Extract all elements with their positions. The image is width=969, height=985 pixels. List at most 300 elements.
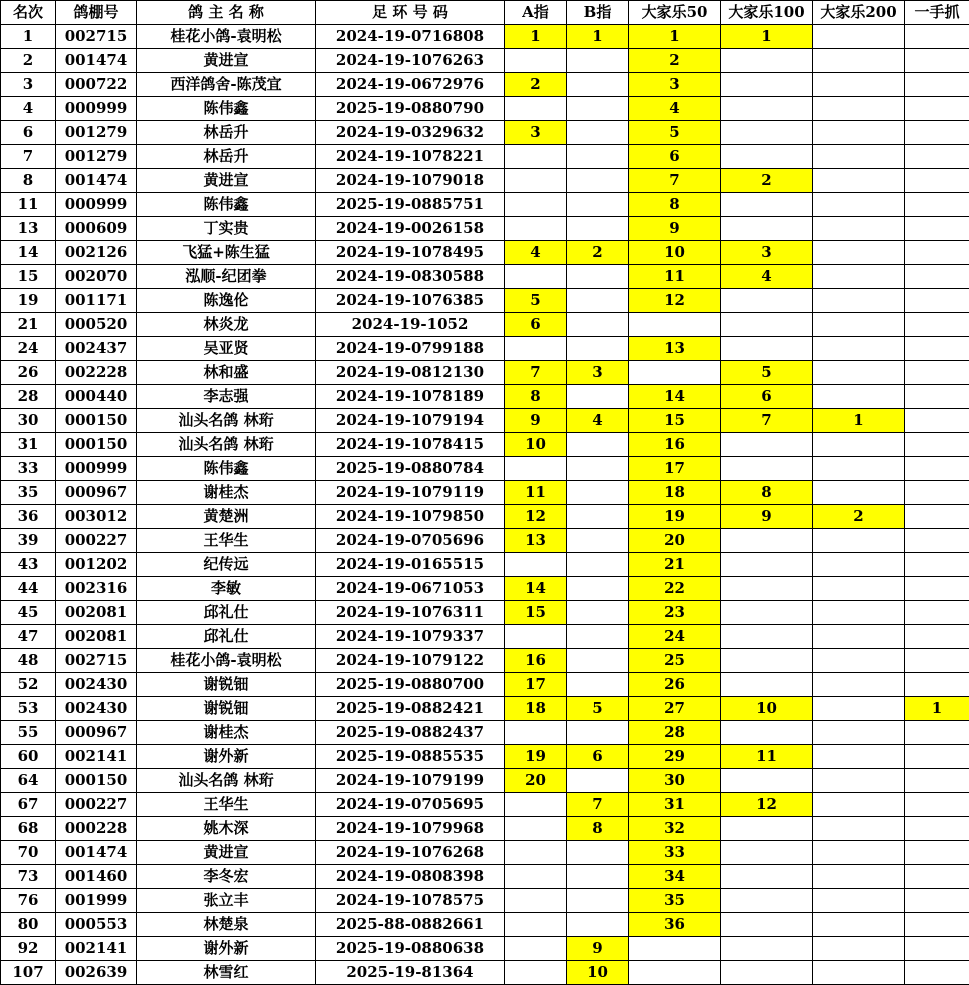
b-index-cell (567, 193, 629, 217)
owner-name-cell: 谢锐钿 (137, 697, 316, 721)
ring-number-cell: 2024-19-0672976 (316, 73, 505, 97)
dajiale-100-cell: 7 (721, 409, 813, 433)
loft-id-cell: 000553 (56, 913, 137, 937)
table-row (1, 265, 969, 289)
dajiale-200-cell (813, 553, 905, 577)
ring-number-cell: 2024-19-1076263 (316, 49, 505, 73)
owner-name-cell: 林岳升 (137, 121, 316, 145)
owner-name-cell: 黄进宣 (137, 841, 316, 865)
dajiale-100-cell (721, 961, 813, 985)
owner-name-cell: 邱礼仕 (137, 601, 316, 625)
col-header-yishouzhua: 一手抓 (905, 1, 969, 25)
loft-id-cell: 002081 (56, 601, 137, 625)
yishouzhua-cell (905, 865, 969, 889)
dajiale-200-cell (813, 169, 905, 193)
ring-number-cell: 2024-19-1079337 (316, 625, 505, 649)
owner-name-cell: 林楚泉 (137, 913, 316, 937)
dajiale-100-cell (721, 889, 813, 913)
dajiale-100-cell: 1 (721, 25, 813, 49)
a-index-cell: 1 (505, 25, 567, 49)
dajiale-100-cell: 2 (721, 169, 813, 193)
loft-id-cell: 002715 (56, 649, 137, 673)
table-row (1, 73, 969, 97)
rank-cell: 39 (1, 529, 56, 553)
ring-number-cell: 2024-19-0830588 (316, 265, 505, 289)
dajiale-50-cell: 2 (629, 49, 721, 73)
ring-number-cell: 2025-19-0885751 (316, 193, 505, 217)
dajiale-50-cell (629, 361, 721, 385)
dajiale-200-cell (813, 25, 905, 49)
rank-cell: 107 (1, 961, 56, 985)
table-row (1, 529, 969, 553)
ring-number-cell: 2024-19-1079122 (316, 649, 505, 673)
a-index-cell: 20 (505, 769, 567, 793)
dajiale-200-cell (813, 289, 905, 313)
owner-name-cell: 陈伟鑫 (137, 457, 316, 481)
dajiale-200-cell (813, 865, 905, 889)
owner-name-cell: 邱礼仕 (137, 625, 316, 649)
b-index-cell (567, 145, 629, 169)
dajiale-200-cell (813, 841, 905, 865)
ring-number-cell: 2025-19-0885535 (316, 745, 505, 769)
dajiale-50-cell: 16 (629, 433, 721, 457)
yishouzhua-cell (905, 121, 969, 145)
dajiale-50-cell: 10 (629, 241, 721, 265)
dajiale-100-cell (721, 145, 813, 169)
col-header-dajiale-200: 大家乐200 (813, 1, 905, 25)
dajiale-100-cell (721, 649, 813, 673)
owner-name-cell: 汕头名鸽 林珩 (137, 433, 316, 457)
dajiale-50-cell: 17 (629, 457, 721, 481)
yishouzhua-cell (905, 625, 969, 649)
table-row (1, 217, 969, 241)
col-header-a-index: A指 (505, 1, 567, 25)
dajiale-50-cell: 8 (629, 193, 721, 217)
a-index-cell: 7 (505, 361, 567, 385)
b-index-cell: 2 (567, 241, 629, 265)
a-index-cell: 18 (505, 697, 567, 721)
dajiale-200-cell (813, 313, 905, 337)
rank-cell: 33 (1, 457, 56, 481)
rank-cell: 64 (1, 769, 56, 793)
rank-cell: 21 (1, 313, 56, 337)
ring-number-cell: 2024-19-0799188 (316, 337, 505, 361)
loft-id-cell: 000609 (56, 217, 137, 241)
ring-number-cell: 2024-19-1079194 (316, 409, 505, 433)
ring-number-cell: 2025-88-0882661 (316, 913, 505, 937)
table-row (1, 793, 969, 817)
dajiale-100-cell (721, 73, 813, 97)
loft-id-cell: 000520 (56, 313, 137, 337)
ring-number-cell: 2024-19-1079018 (316, 169, 505, 193)
dajiale-50-cell: 36 (629, 913, 721, 937)
rank-cell: 73 (1, 865, 56, 889)
dajiale-50-cell: 22 (629, 577, 721, 601)
rank-cell: 70 (1, 841, 56, 865)
a-index-cell (505, 889, 567, 913)
yishouzhua-cell (905, 529, 969, 553)
table-row (1, 289, 969, 313)
yishouzhua-cell (905, 673, 969, 697)
rank-cell: 36 (1, 505, 56, 529)
table-row (1, 577, 969, 601)
owner-name-cell: 林岳升 (137, 145, 316, 169)
dajiale-100-cell (721, 217, 813, 241)
a-index-cell (505, 721, 567, 745)
b-index-cell (567, 337, 629, 361)
yishouzhua-cell (905, 649, 969, 673)
col-header-dajiale-50: 大家乐50 (629, 1, 721, 25)
a-index-cell (505, 625, 567, 649)
table-row (1, 889, 969, 913)
a-index-cell: 13 (505, 529, 567, 553)
yishouzhua-cell (905, 889, 969, 913)
owner-name-cell: 黄楚洲 (137, 505, 316, 529)
loft-id-cell: 000227 (56, 793, 137, 817)
yishouzhua-cell (905, 769, 969, 793)
b-index-cell (567, 841, 629, 865)
owner-name-cell: 泓顺-纪团拳 (137, 265, 316, 289)
rank-cell: 26 (1, 361, 56, 385)
b-index-cell: 9 (567, 937, 629, 961)
a-index-cell: 3 (505, 121, 567, 145)
dajiale-200-cell (813, 577, 905, 601)
table-row (1, 241, 969, 265)
ring-number-cell: 2024-19-0671053 (316, 577, 505, 601)
yishouzhua-cell (905, 601, 969, 625)
dajiale-200-cell (813, 193, 905, 217)
yishouzhua-cell (905, 433, 969, 457)
yishouzhua-cell (905, 481, 969, 505)
dajiale-100-cell (721, 121, 813, 145)
b-index-cell: 1 (567, 25, 629, 49)
table-row (1, 457, 969, 481)
ring-number-cell: 2024-19-1076268 (316, 841, 505, 865)
table-row (1, 961, 969, 985)
dajiale-50-cell: 13 (629, 337, 721, 361)
a-index-cell: 9 (505, 409, 567, 433)
b-index-cell (567, 913, 629, 937)
loft-id-cell: 000440 (56, 385, 137, 409)
yishouzhua-cell (905, 577, 969, 601)
owner-name-cell: 姚木深 (137, 817, 316, 841)
table-row (1, 169, 969, 193)
table-row (1, 601, 969, 625)
owner-name-cell: 谢外新 (137, 745, 316, 769)
dajiale-200-cell (813, 889, 905, 913)
yishouzhua-cell (905, 25, 969, 49)
rank-cell: 14 (1, 241, 56, 265)
rank-cell: 67 (1, 793, 56, 817)
owner-name-cell: 吴亚贤 (137, 337, 316, 361)
ring-number-cell: 2024-19-1079968 (316, 817, 505, 841)
dajiale-200-cell (813, 433, 905, 457)
dajiale-50-cell: 28 (629, 721, 721, 745)
a-index-cell (505, 193, 567, 217)
yishouzhua-cell (905, 817, 969, 841)
ring-number-cell: 2025-19-0880638 (316, 937, 505, 961)
dajiale-100-cell: 11 (721, 745, 813, 769)
b-index-cell (567, 289, 629, 313)
yishouzhua-cell: 1 (905, 697, 969, 721)
loft-id-cell: 002639 (56, 961, 137, 985)
dajiale-50-cell: 26 (629, 673, 721, 697)
dajiale-50-cell: 7 (629, 169, 721, 193)
b-index-cell (567, 625, 629, 649)
ring-number-cell: 2024-19-0329632 (316, 121, 505, 145)
col-header-ring-number: 足 环 号 码 (316, 1, 505, 25)
dajiale-200-cell (813, 97, 905, 121)
rank-cell: 55 (1, 721, 56, 745)
b-index-cell: 10 (567, 961, 629, 985)
b-index-cell (567, 73, 629, 97)
yishouzhua-cell (905, 241, 969, 265)
b-index-cell (567, 529, 629, 553)
loft-id-cell: 002715 (56, 25, 137, 49)
b-index-cell: 8 (567, 817, 629, 841)
b-index-cell (567, 49, 629, 73)
dajiale-100-cell (721, 457, 813, 481)
a-index-cell (505, 265, 567, 289)
a-index-cell (505, 169, 567, 193)
dajiale-100-cell (721, 841, 813, 865)
dajiale-100-cell (721, 601, 813, 625)
dajiale-200-cell (813, 649, 905, 673)
b-index-cell (567, 505, 629, 529)
dajiale-50-cell: 19 (629, 505, 721, 529)
dajiale-200-cell (813, 721, 905, 745)
b-index-cell (567, 721, 629, 745)
ring-number-cell: 2024-19-1078221 (316, 145, 505, 169)
dajiale-100-cell (721, 913, 813, 937)
loft-id-cell: 000150 (56, 433, 137, 457)
dajiale-200-cell (813, 457, 905, 481)
dajiale-50-cell: 18 (629, 481, 721, 505)
yishouzhua-cell (905, 961, 969, 985)
rank-cell: 45 (1, 601, 56, 625)
ring-number-cell: 2024-19-0705696 (316, 529, 505, 553)
dajiale-50-cell: 3 (629, 73, 721, 97)
table-row (1, 745, 969, 769)
owner-name-cell: 陈伟鑫 (137, 97, 316, 121)
a-index-cell: 5 (505, 289, 567, 313)
dajiale-50-cell: 30 (629, 769, 721, 793)
table-row (1, 481, 969, 505)
table-row (1, 25, 969, 49)
dajiale-100-cell (721, 625, 813, 649)
dajiale-100-cell (721, 289, 813, 313)
dajiale-50-cell (629, 313, 721, 337)
rank-cell: 68 (1, 817, 56, 841)
b-index-cell: 5 (567, 697, 629, 721)
ring-number-cell: 2024-19-1078415 (316, 433, 505, 457)
loft-id-cell: 002081 (56, 625, 137, 649)
table-row (1, 361, 969, 385)
dajiale-100-cell (721, 529, 813, 553)
a-index-cell (505, 937, 567, 961)
dajiale-100-cell (721, 49, 813, 73)
dajiale-200-cell (813, 73, 905, 97)
owner-name-cell: 丁实贵 (137, 217, 316, 241)
table-row (1, 673, 969, 697)
owner-name-cell: 陈伟鑫 (137, 193, 316, 217)
ring-number-cell: 2025-19-0880700 (316, 673, 505, 697)
rank-cell: 48 (1, 649, 56, 673)
rank-cell: 44 (1, 577, 56, 601)
table-row (1, 49, 969, 73)
dajiale-50-cell (629, 961, 721, 985)
b-index-cell (567, 385, 629, 409)
dajiale-200-cell (813, 745, 905, 769)
a-index-cell: 14 (505, 577, 567, 601)
dajiale-50-cell (629, 937, 721, 961)
dajiale-100-cell: 3 (721, 241, 813, 265)
ring-number-cell: 2024-19-0165515 (316, 553, 505, 577)
owner-name-cell: 桂花小鸽-袁明松 (137, 649, 316, 673)
table-row (1, 97, 969, 121)
loft-id-cell: 002430 (56, 697, 137, 721)
owner-name-cell: 谢锐钿 (137, 673, 316, 697)
col-header-rank: 名次 (1, 1, 56, 25)
rank-cell: 7 (1, 145, 56, 169)
table-row (1, 553, 969, 577)
dajiale-100-cell (721, 313, 813, 337)
a-index-cell: 11 (505, 481, 567, 505)
rank-cell: 60 (1, 745, 56, 769)
b-index-cell (567, 889, 629, 913)
table-row (1, 337, 969, 361)
yishouzhua-cell (905, 145, 969, 169)
a-index-cell: 8 (505, 385, 567, 409)
ring-number-cell: 2024-19-0808398 (316, 865, 505, 889)
b-index-cell (567, 97, 629, 121)
loft-id-cell: 002437 (56, 337, 137, 361)
loft-id-cell: 002141 (56, 745, 137, 769)
b-index-cell (567, 121, 629, 145)
b-index-cell (567, 217, 629, 241)
dajiale-200-cell: 2 (813, 505, 905, 529)
a-index-cell (505, 553, 567, 577)
table-row (1, 145, 969, 169)
dajiale-50-cell: 21 (629, 553, 721, 577)
yishouzhua-cell (905, 841, 969, 865)
dajiale-200-cell (813, 49, 905, 73)
ring-number-cell: 2025-19-0880784 (316, 457, 505, 481)
dajiale-50-cell: 15 (629, 409, 721, 433)
yishouzhua-cell (905, 97, 969, 121)
dajiale-200-cell: 1 (813, 409, 905, 433)
dajiale-50-cell: 29 (629, 745, 721, 769)
loft-id-cell: 002316 (56, 577, 137, 601)
header-row (1, 1, 969, 25)
loft-id-cell: 001279 (56, 145, 137, 169)
dajiale-50-cell: 25 (629, 649, 721, 673)
rank-cell: 53 (1, 697, 56, 721)
rank-cell: 30 (1, 409, 56, 433)
owner-name-cell: 林炎龙 (137, 313, 316, 337)
yishouzhua-cell (905, 361, 969, 385)
ring-number-cell: 2025-19-0880790 (316, 97, 505, 121)
rank-cell: 35 (1, 481, 56, 505)
b-index-cell (567, 769, 629, 793)
loft-id-cell: 002141 (56, 937, 137, 961)
b-index-cell: 3 (567, 361, 629, 385)
dajiale-50-cell: 24 (629, 625, 721, 649)
table-body (1, 25, 969, 985)
b-index-cell (567, 481, 629, 505)
ring-number-cell: 2025-19-0882437 (316, 721, 505, 745)
a-index-cell (505, 49, 567, 73)
a-index-cell: 12 (505, 505, 567, 529)
owner-name-cell: 黄进宣 (137, 169, 316, 193)
dajiale-50-cell: 1 (629, 25, 721, 49)
ring-number-cell: 2024-19-0812130 (316, 361, 505, 385)
dajiale-100-cell: 6 (721, 385, 813, 409)
yishouzhua-cell (905, 385, 969, 409)
table-row (1, 385, 969, 409)
dajiale-200-cell (813, 793, 905, 817)
dajiale-200-cell (813, 961, 905, 985)
yishouzhua-cell (905, 553, 969, 577)
dajiale-100-cell (721, 433, 813, 457)
b-index-cell (567, 457, 629, 481)
dajiale-200-cell (813, 601, 905, 625)
b-index-cell (567, 649, 629, 673)
a-index-cell: 6 (505, 313, 567, 337)
yishouzhua-cell (905, 313, 969, 337)
rank-cell: 92 (1, 937, 56, 961)
dajiale-100-cell: 8 (721, 481, 813, 505)
loft-id-cell: 002126 (56, 241, 137, 265)
dajiale-50-cell: 5 (629, 121, 721, 145)
loft-id-cell: 000722 (56, 73, 137, 97)
ring-number-cell: 2024-19-1076311 (316, 601, 505, 625)
col-header-loft-id: 鸽棚号 (56, 1, 137, 25)
table-row (1, 913, 969, 937)
a-index-cell (505, 817, 567, 841)
a-index-cell (505, 913, 567, 937)
dajiale-200-cell (813, 817, 905, 841)
a-index-cell (505, 217, 567, 241)
owner-name-cell: 桂花小鸽-袁明松 (137, 25, 316, 49)
table-row (1, 937, 969, 961)
b-index-cell (567, 433, 629, 457)
b-index-cell (567, 313, 629, 337)
owner-name-cell: 陈逸伦 (137, 289, 316, 313)
owner-name-cell: 张立丰 (137, 889, 316, 913)
ring-number-cell: 2024-19-1078495 (316, 241, 505, 265)
loft-id-cell: 002070 (56, 265, 137, 289)
yishouzhua-cell (905, 169, 969, 193)
loft-id-cell: 000150 (56, 409, 137, 433)
rank-cell: 8 (1, 169, 56, 193)
dajiale-200-cell (813, 217, 905, 241)
loft-id-cell: 000999 (56, 193, 137, 217)
b-index-cell (567, 169, 629, 193)
a-index-cell (505, 145, 567, 169)
loft-id-cell: 000967 (56, 481, 137, 505)
loft-id-cell: 000227 (56, 529, 137, 553)
rank-cell: 47 (1, 625, 56, 649)
dajiale-50-cell: 31 (629, 793, 721, 817)
rank-cell: 13 (1, 217, 56, 241)
dajiale-100-cell (721, 937, 813, 961)
yishouzhua-cell (905, 217, 969, 241)
dajiale-50-cell: 34 (629, 865, 721, 889)
a-index-cell (505, 961, 567, 985)
ring-number-cell: 2025-19-81364 (316, 961, 505, 985)
rank-cell: 6 (1, 121, 56, 145)
